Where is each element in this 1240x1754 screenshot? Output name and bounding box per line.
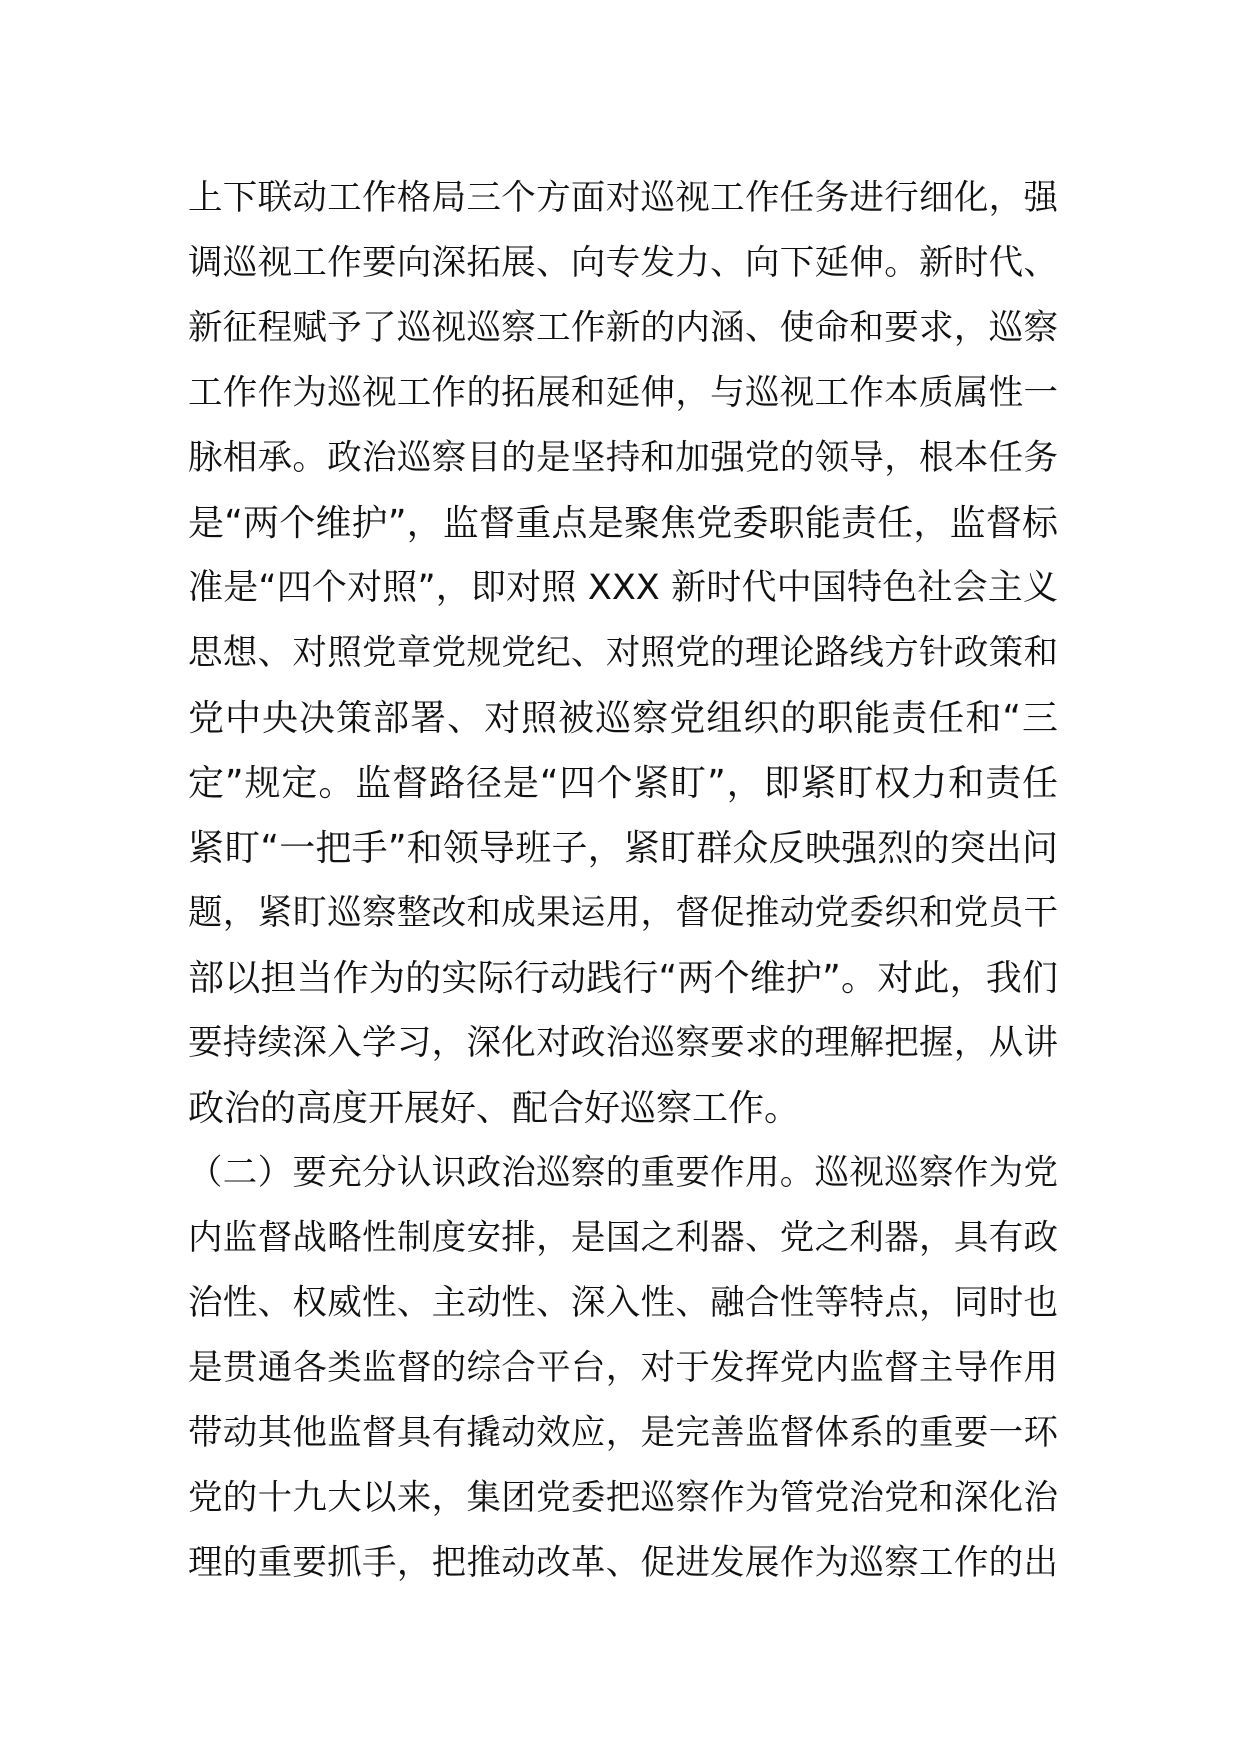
text-line: 要持续深入学习，深化对政治巡察要求的理解把握，从讲 xyxy=(188,1023,1058,1063)
body-text xyxy=(188,166,1058,1596)
text-line: 部以担当作为的实际行动践行“两个维护”。对此，我们 xyxy=(188,958,1058,999)
text-line: 上下联动工作格局三个方面对巡视工作任务进行细化，强 xyxy=(188,178,1058,218)
text-line: 党的十九大以来，集团党委把巡察作为管党治党和深化治 xyxy=(188,1478,1058,1518)
text-line: 题，紧盯巡察整改和成果运用，督促推动党委织和党员干 xyxy=(188,893,1058,933)
text-line: 准是“四个对照”，即对照 XXX 新时代中国特色社会主义 xyxy=(188,568,1058,608)
text-line: 内监督战略性制度安排，是国之利器、党之利器，具有政 xyxy=(188,1218,1058,1258)
text-line: 党中央决策部署、对照被巡察党组织的职能责任和“三 xyxy=(188,698,1058,739)
text-line: 思想、对照党章党规党纪、对照党的理论路线方针政策和 xyxy=(188,633,1058,673)
text-line: 新征程赋予了巡视巡察工作新的内涵、使命和要求，巡察 xyxy=(188,308,1058,348)
text-line: 工作作为巡视工作的拓展和延伸，与巡视工作本质属性一 xyxy=(188,373,1058,413)
section-heading-line: （二）要充分认识政治巡察的重要作用。巡视巡察作为党 xyxy=(188,1153,1058,1193)
text-line: 是贯通各类监督的综合平台，对于发挥党内监督主导作用 xyxy=(188,1348,1058,1388)
text-line: 脉相承。政治巡察目的是坚持和加强党的领导，根本任务 xyxy=(188,438,1058,478)
text-line: 调巡视工作要向深拓展、向专发力、向下延伸。新时代、 xyxy=(188,243,1058,283)
text-line: 带动其他监督具有撬动效应，是完善监督体系的重要一环 xyxy=(188,1413,1058,1453)
text-line: 定”规定。监督路径是“四个紧盯”，即紧盯权力和责任 xyxy=(188,763,1058,804)
text-line: 治性、权威性、主动性、深入性、融合性等特点，同时也 xyxy=(188,1283,1058,1323)
text-line: 政治的高度开展好、配合好巡察工作。 xyxy=(188,1088,801,1129)
text-line: 紧盯“一把手”和领导班子，紧盯群众反映强烈的突出问 xyxy=(188,828,1058,869)
text-line: 是“两个维护”，监督重点是聚焦党委职能责任，监督标 xyxy=(188,503,1058,544)
text-line: 理的重要抓手，把推动改革、促进发展作为巡察工作的出 xyxy=(188,1543,1058,1583)
